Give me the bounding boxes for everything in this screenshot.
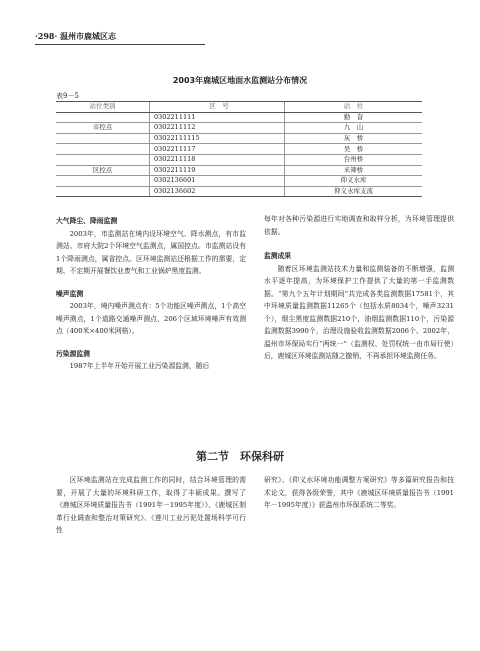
subheading-noise: 噪声监测	[56, 289, 84, 298]
left-column	[56, 213, 246, 373]
paragraph: 随着区环境监测站技术力量和监测装备的不断增强，监测水平逐年提高，为环境保护工作提供了大量的第一手监测数据。“第九个五年计划期间”共完成各类监测数据17581个，其中环境质量监测数据11265个（包括水质8034个，噪声3231个），烟尘黑度监测数据210个，油烟监测数据110个，污染源监测数据3990个，治理设施验收监测数据2006个。2002年，温州市环保局实行“两统一”（监测权、处罚权统一由市局行使）后，鹿城区环境监测站随之撤销，不再承担环境监测任务。	[264, 264, 454, 360]
right-column	[264, 213, 454, 363]
subheading-results: 监测成果	[264, 252, 292, 260]
table-row: 区控点 0302211119 米筛桥	[56, 165, 422, 176]
paragraph: 2003年，市监测站在境内设环境空气、降水测点，有市监测站、市府大院2个环境空气监测点，属国控点。市监测站设有1个降雨测点，属省控点。区环境监测站还根据工作的需要，定期、不定期开展餐饮业废气和工业锅炉黑度监测。	[56, 229, 246, 275]
subheading-pollution-source: 污染源监测	[56, 349, 90, 358]
table-row: 0302211118 台州桥	[56, 154, 422, 165]
paragraph: 研究》、《仰义水环境功能调整方案研究》等多篇研究报告和技术论文，获得各级荣誉，其中《鹿城区环境质量报告书（1991年－1995年度）》获温州市环保系统二等奖。	[264, 476, 454, 509]
subheading-dust-rain: 大气降尘、降雨监测	[56, 217, 118, 225]
table-row: 0302211111 勤 奋	[56, 112, 422, 123]
table-row: 0302136602 仰义水库支流	[56, 186, 422, 197]
table-row: 0302211117 吴 桥	[56, 144, 422, 155]
table-row: 0302136601 仰义水库	[56, 176, 422, 187]
paragraph: 2003年，境内噪声测点有：5个功能区噪声测点，1个高空噪声测点，1个道路交通噪声测点，206个区域环境噪声有效测点（400米×400米网格）。	[56, 302, 246, 335]
paragraph: 每年对各种污染源进行实地调查和取样分析，为环境管理提供依据。	[264, 215, 454, 236]
paragraph: 1987年上半年开始开展工业污染源监测，随后	[69, 362, 210, 370]
col-header-category: 站位类别	[56, 102, 150, 113]
monitoring-station-table	[56, 101, 422, 197]
header-rule	[35, 44, 205, 45]
page-header: ·298· 温州市鹿城区志	[35, 31, 117, 41]
paragraph: 区环境监测站在完成监测工作的同时，结合环境管理的需要，开展了大量的环境科研工作，取得了丰硕成果。撰写了《鹿城区环境质量报告书（1991年－1995年度）》、《鹿城区制革行业调查和整治对策研究》、《莲川工业污泥处置场科学可行性	[56, 476, 246, 534]
bottom-left-column	[56, 474, 246, 537]
section-title: 第二节 环保科研	[196, 450, 284, 463]
table-title: 2003年鹿城区地面水监测站分布情况	[172, 76, 308, 85]
table-row: 03022111115 灰 桥	[56, 133, 422, 144]
bottom-right-column	[264, 474, 454, 512]
col-header-code: 区 号	[150, 102, 285, 113]
col-header-site: 站 位	[285, 102, 423, 113]
table-number: 表9－5	[56, 92, 79, 100]
table-row: 市控点 0302211112 九 山	[56, 123, 422, 134]
